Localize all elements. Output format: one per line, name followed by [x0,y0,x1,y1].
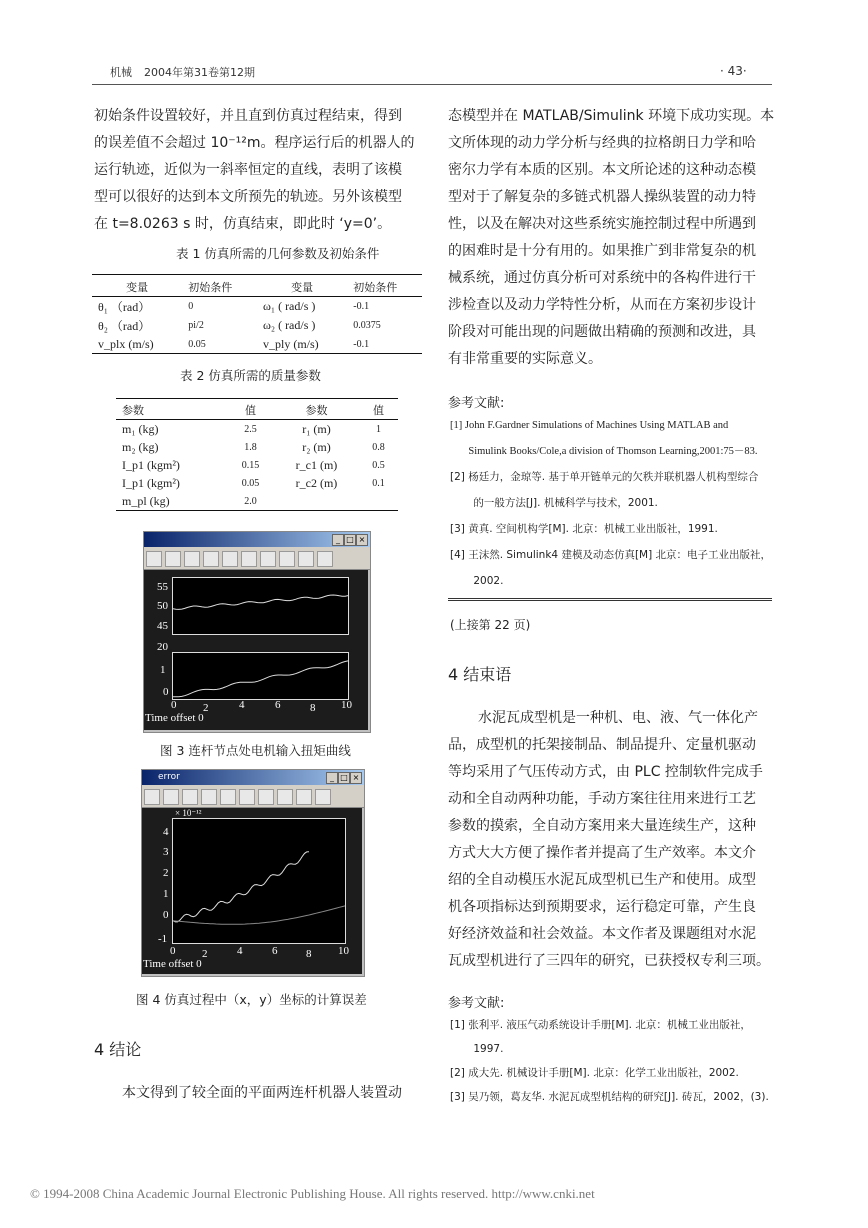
fig4-plot [172,818,346,944]
reference-item: [3] 黄真. 空间机构学[M]. 北京：机械工业出版社，1991. [450,523,718,535]
text-line: 瓦成型机进行了三四年的研究，已获授权专利三项。 [448,953,770,969]
fig4-curves [173,819,345,943]
fig3-toolbar [144,547,370,570]
x-tick: 8 [306,948,312,960]
zoom-y-icon[interactable] [222,551,238,567]
reference-item: [1] John F.Gardner Simulations of Machines Using MATLAB and [450,420,729,431]
table2-cell: 0.15 [241,459,260,471]
params-icon[interactable] [165,551,181,567]
autoscale-icon[interactable] [241,551,257,567]
table1-cell: θ₂ （rad） [98,319,151,333]
reference-list [450,419,772,601]
y-tick: 1 [160,664,166,676]
text-line: 文所体现的动力学分析与经典的拉格朗日力学和哈 [448,135,756,151]
section4-text: 本文得到了较全面的平面两连杆机器人装置动 [122,1085,402,1101]
zoom-y-icon[interactable] [220,789,236,805]
table2-cell: r₂ (m) [302,439,331,454]
section4-title: 4 结论 [94,1040,142,1059]
y-tick: 50 [157,600,168,612]
reference-item: [2] 杨廷力，金琼等. 基于单开链单元的欠秩并联机器人机构型综合 [450,471,759,483]
text-line: 涉检查以及动力学特性分析，从而在方案初步设计 [448,297,756,313]
table2-header: 值 [244,405,256,417]
text-line: 方式大大方便了操作者并提高了生产效率。本文介 [448,845,756,861]
table1-header: 初始条件 [188,282,233,294]
table2-header: 值 [373,405,385,417]
text-line: 水泥瓦成型机是一种机、电、液、气一体化产 [478,710,758,726]
table2-cell: 2.0 [244,495,257,507]
save-axes-icon[interactable] [260,551,276,567]
fig3-top-curve [173,578,348,634]
y-tick: 0 [163,686,169,698]
table1-header: 变量 [126,282,149,294]
minimize-button[interactable]: _ [326,772,338,784]
table1-header: 变量 [291,282,314,294]
table2-cell: 0.05 [241,477,260,489]
y-tick: 20 [157,641,168,653]
y-tick: 3 [163,846,169,858]
table1-top-rule [92,274,422,275]
table1-cell: -0.1 [353,301,370,312]
print-icon[interactable] [144,789,160,805]
y-tick: 55 [157,581,168,593]
continued-note: (上接第 22 页) [450,618,531,632]
refs-title: 参考文献: [448,396,505,411]
fig3-top-plot [172,577,349,635]
reference-list-2 [450,1019,772,1115]
x-tick: 2 [202,948,208,960]
table2-cell: r_c2 (m) [295,475,338,490]
fig3-caption: 图 3 连杆节点处电机输入扭矩曲线 [160,743,351,758]
y-tick: 45 [157,620,168,632]
params-icon[interactable] [163,789,179,805]
text-line: 有非常重要的实际意义。 [448,351,602,367]
save-axes-icon[interactable] [258,789,274,805]
close-button[interactable]: × [356,534,368,546]
copyright-footer: © 1994-2008 China Academic Journal Electronic Publishing House. All rights reserved. http://www.cnki.net [30,1186,595,1201]
reference-item: 的一般方法[J]. 机械科学与技术，2001. [450,497,658,509]
table2-cell: r₁ (m) [302,421,331,436]
text-line: 绍的全自动模压水泥瓦成型机已生产和使用。成型 [448,872,756,888]
table1-cell: 0.05 [188,338,206,350]
x-tick: 6 [275,699,281,711]
table1-cell: θ₁ （rad） [98,300,151,314]
text-line: 参数的摸索，全自动方案用来大量连续生产，这种 [448,818,756,834]
reference-item: [2] 成大先. 机械设计手册[M]. 北京：化学工业出版社，2002. [450,1067,739,1079]
close-button[interactable]: × [350,772,362,784]
maximize-button[interactable]: □ [344,534,356,546]
text-line: 运行轨迹，近似为一斜率恒定的直线，表明了该模 [94,162,402,178]
refs2-title: 参考文献: [448,996,505,1011]
conclusion-title: 4 结束语 [448,665,512,684]
text-line: 型对于了解复杂的多链式机器人操纵装置的动力特 [448,189,756,205]
y-tick: 2 [163,867,169,879]
minimize-button[interactable]: _ [332,534,344,546]
exponent-label: × 10⁻¹² [175,808,202,818]
y-tick: 0 [163,909,169,921]
x-tick: 10 [341,699,352,711]
lock-icon[interactable] [317,551,333,567]
journal-issue: 2004年第31卷第12期 [144,66,255,79]
floating-scope-icon[interactable] [296,789,312,805]
table1-caption: 表 1 仿真所需的几何参数及初始条件 [176,246,380,261]
table1-cell: v_ply (m/s) [262,336,319,351]
table2-cell: 1 [376,423,382,435]
autoscale-icon[interactable] [239,789,255,805]
table2-cell [359,492,398,511]
table2-cell: m₂ (kg) [122,439,159,454]
x-tick: 10 [338,945,349,957]
table2-cell: 0.8 [372,441,385,453]
x-tick: 2 [203,702,209,714]
fig4-toolbar [142,785,364,808]
reference-item: 1997. [450,1043,504,1055]
table1-cell: 0 [188,301,194,312]
section-divider [448,598,772,603]
fig3-bottom-plot [172,652,349,700]
table1-cell: v_plx (m/s) [98,336,154,351]
x-tick: 0 [171,699,177,711]
text-line: 的困难时是十分有用的。如果推广到非常复杂的机 [448,243,756,259]
table1-cell: ω₂ ( rad/s ) [262,318,316,332]
time-offset-label: Time offset 0 [143,958,202,970]
text-line: 密尔力学有本质的区别。本文所论述的这种动态模 [448,162,756,178]
page-number: · 43· [720,64,747,78]
reference-item: [4] 王沫然. Simulink4 建模及动态仿真[M] 北京：电子工业出版社， [450,549,772,561]
text-line: 的误差值不会超过 10⁻¹²m。程序运行后的机器人的 [94,135,415,151]
conclusion-body [448,705,778,975]
header-rule [92,84,772,85]
print-icon[interactable] [146,551,162,567]
zoom-icon[interactable] [184,551,200,567]
table2-cell: I_p1 (kgm²) [122,457,180,472]
zoom-x-icon[interactable] [201,789,217,805]
table2-header: 参数 [305,405,328,417]
journal-name: 机械 [110,66,132,79]
table2-cell: 1.8 [244,441,257,453]
text-line: 好经济效益和社会效益。本文作者及课题组对水泥 [448,926,756,942]
table1-cell: ω₁ ( rad/s ) [262,299,316,313]
table2-cell [274,492,359,511]
table2-top-rule [116,398,398,399]
right-body [448,103,778,373]
fig4-title-bar: error [142,770,364,785]
text-line: 态模型并在 MATLAB/Simulink 环境下成功实现。本 [448,108,775,124]
text-line: 在 t=8.0263 s 时，仿真结束，即此时 ‘y=0’。 [94,216,392,232]
reference-item: [3] 吴乃领，葛友华. 水泥瓦成型机结构的研究[J]. 砖瓦，2002，(3). [450,1091,769,1103]
x-tick: 4 [239,699,245,711]
maximize-button[interactable]: □ [338,772,350,784]
x-tick: 6 [272,945,278,957]
table2-caption: 表 2 仿真所需的质量参数 [180,368,321,383]
reference-item: 2002. [450,575,504,587]
restore-axes-icon[interactable] [277,789,293,805]
text-line: 机各项指标达到预期要求，运行稳定可靠，产生良 [448,899,756,915]
text-line: 等均采用了气压传动方式，由 PLC 控制软件完成手 [448,764,763,780]
table1-cell: pi/2 [188,320,204,331]
table2-cell: 0.5 [372,459,385,471]
text-line: 动和全自动两种功能，手动方案往往用来进行工艺 [448,791,756,807]
lock-icon[interactable] [315,789,331,805]
zoom-x-icon[interactable] [203,551,219,567]
x-tick: 4 [237,945,243,957]
table1-header: 初始条件 [353,282,398,294]
y-tick: 1 [163,888,169,900]
text-line: 品，成型机的托架接制品、制品提升、定量机驱动 [448,737,756,753]
x-tick: 8 [310,702,316,714]
left-intro [94,103,424,238]
y-tick: 4 [163,826,169,838]
restore-axes-icon[interactable] [279,551,295,567]
x-tick: 0 [170,945,176,957]
text-line: 型可以很好的达到本文所预先的轨迹。另外该模型 [94,189,402,205]
text-line: 初始条件设置较好，并且直到仿真过程结束，得到 [94,108,402,124]
table2-cell: m_pl (kg) [122,493,170,508]
table1-cell: 0.0375 [353,320,381,331]
table2 [116,401,398,511]
table2-cell: r_c1 (m) [295,457,338,472]
floating-scope-icon[interactable] [298,551,314,567]
text-line: 械系统，通过仿真分析可对系统中的各构件进行干 [448,270,756,286]
reference-item: Simulink Books/Cole,a division of Thomson Learning,2001:75－83. [450,446,758,457]
fig4-caption: 图 4 仿真过程中（x，y）坐标的计算误差 [136,992,367,1007]
table2-cell: m₁ (kg) [122,421,159,436]
zoom-icon[interactable] [182,789,198,805]
y-tick: -1 [158,933,168,945]
table2-cell: 2.5 [244,423,257,435]
table1 [92,278,422,354]
text-line: 性，以及在解决对这些系统实施控制过程中所遇到 [448,216,756,232]
text-line: 阶段对可能出现的问题做出精确的预测和改进，具 [448,324,756,340]
fig3-bottom-curve [173,653,348,699]
table2-header: 参数 [122,405,144,417]
time-offset-label: Time offset 0 [145,712,204,724]
table2-cell: I_p1 (kgm²) [122,475,180,490]
table2-cell: 0.1 [372,477,385,489]
table1-cell: -0.1 [353,338,370,350]
reference-item: [1] 张利平. 液压气动系统设计手册[M]. 北京：机械工业出版社， [450,1019,751,1031]
